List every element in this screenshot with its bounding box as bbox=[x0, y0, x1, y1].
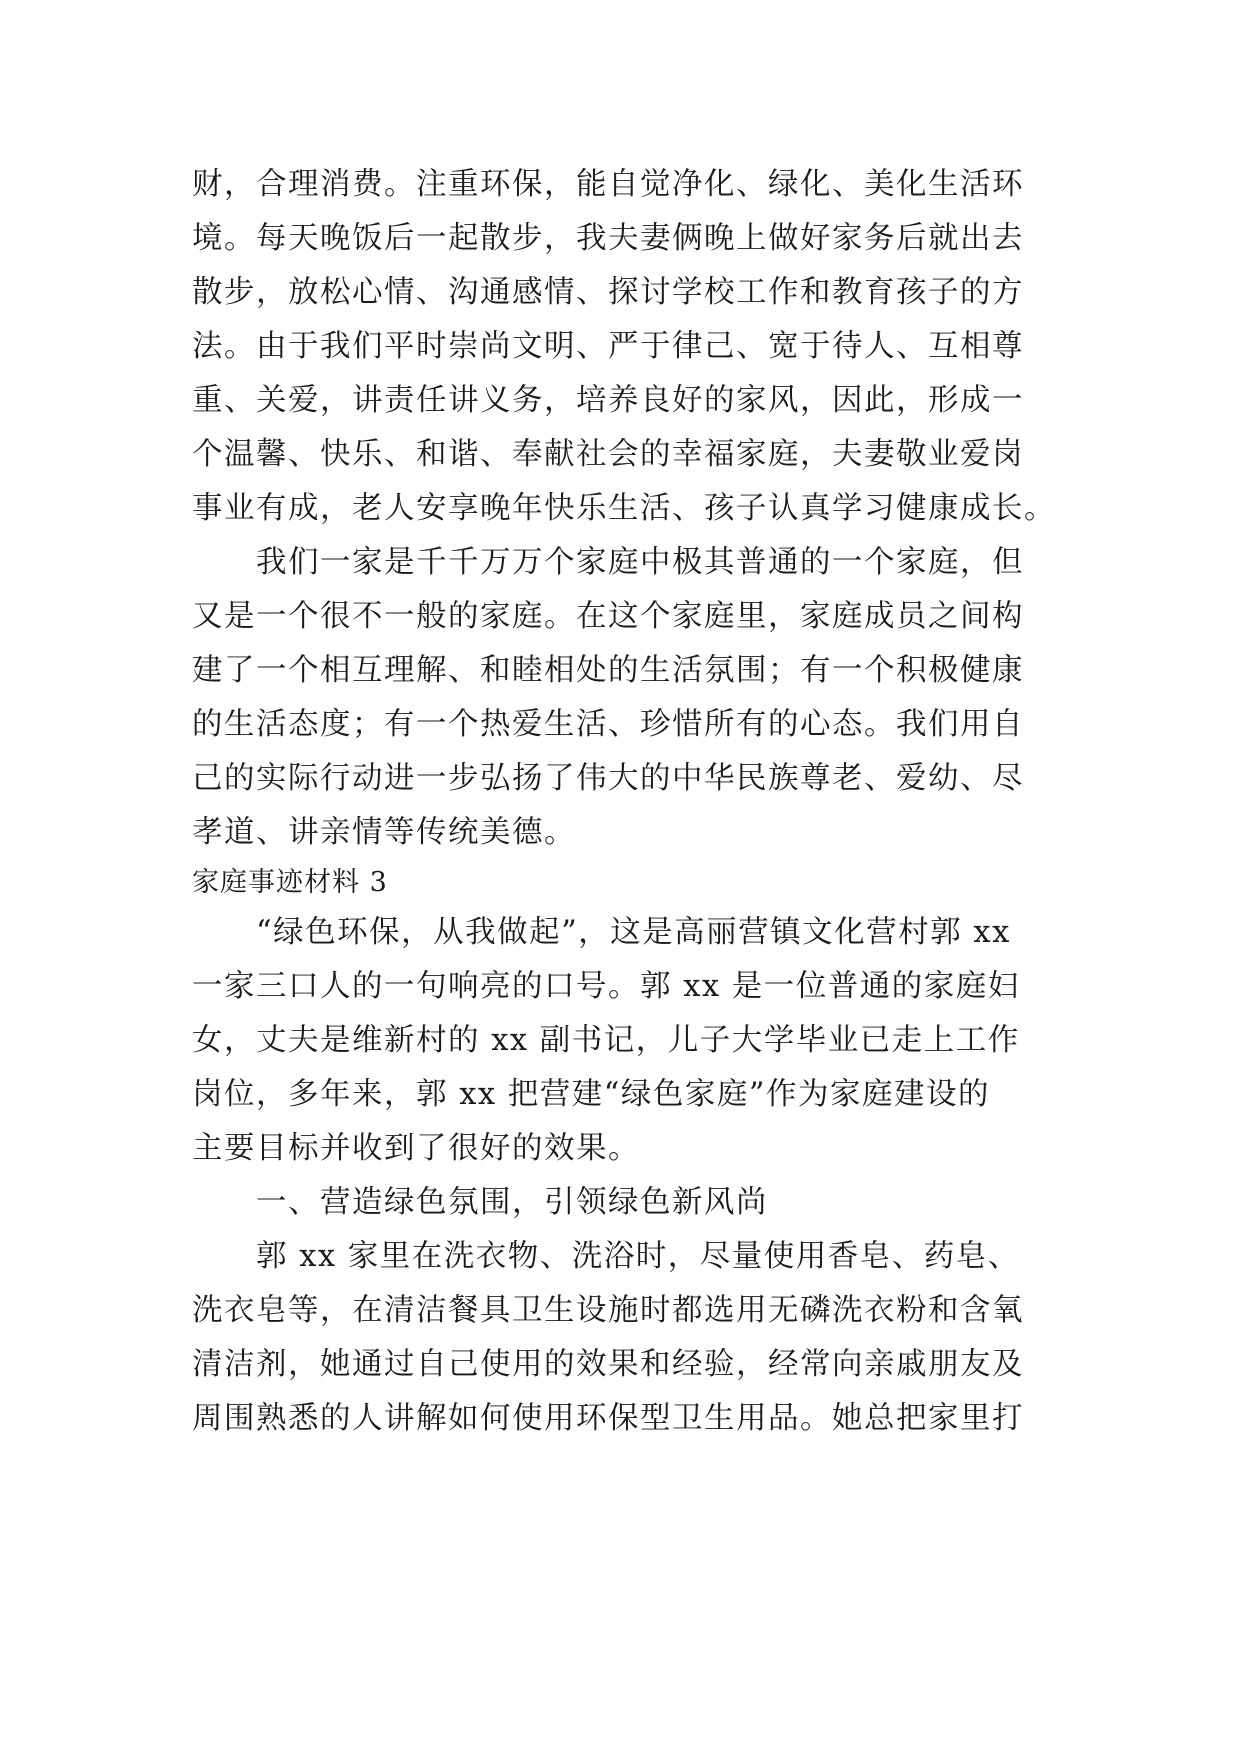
text-line: 主要目标并收到了很好的效果。 bbox=[192, 1131, 640, 1166]
text-line: 个温馨、快乐、和谐、奉献社会的幸福家庭，夫妻敬业爱岗 bbox=[192, 437, 1024, 472]
text-line: 境。每天晚饭后一起散步，我夫妻俩晚上做好家务后就出去 bbox=[192, 221, 1024, 256]
subheading: 一、营造绿色氛围，引领绿色新风尚 bbox=[256, 1185, 768, 1220]
text-line: 清洁剂，她通过自己使用的效果和经验，经常向亲戚朋友及 bbox=[192, 1347, 1024, 1382]
text-line: 洗衣皂等，在清洁餐具卫生设施时都选用无磷洗衣粉和含氧 bbox=[192, 1293, 1024, 1328]
text-line: 法。由于我们平时崇尚文明、严于律己、宽于待人、互相尊 bbox=[192, 329, 1024, 364]
text-line: 重、关爱，讲责任讲义务，培养良好的家风，因此，形成一 bbox=[192, 383, 1024, 418]
paragraph bbox=[192, 536, 1052, 860]
text-line: 财，合理消费。注重环保，能自觉净化、绿化、美化生活环 bbox=[192, 167, 1024, 202]
text-line: 散步，放松心情、沟通感情、探讨学校工作和教育孩子的方 bbox=[192, 275, 1024, 310]
text-line: 周围熟悉的人讲解如何使用环保型卫生用品。她总把家里打 bbox=[192, 1401, 1024, 1436]
paragraph bbox=[192, 158, 1056, 536]
paragraph bbox=[192, 1230, 1052, 1446]
paragraph bbox=[192, 906, 1052, 1176]
text-line: 郭 xx 家里在洗衣物、洗浴时，尽量使用香皂、药皂、 bbox=[256, 1239, 1020, 1274]
text-line: 女，丈夫是维新村的 xx 副书记，儿子大学毕业已走上工作 bbox=[192, 1023, 1020, 1058]
section-title: 家庭事迹材料 3 bbox=[192, 867, 388, 898]
text-line: “绿色环保，从我做起”，这是高丽营镇文化营村郭 xx bbox=[256, 915, 1011, 950]
text-line: 事业有成，老人安享晚年快乐生活、孩子认真学习健康成长。 bbox=[192, 491, 1056, 526]
document-body bbox=[192, 158, 1056, 1446]
text-line: 又是一个很不一般的家庭。在这个家庭里，家庭成员之间构 bbox=[192, 599, 1024, 634]
text-line: 一家三口人的一句响亮的口号。郭 xx 是一位普通的家庭妇 bbox=[192, 969, 1020, 1004]
text-line: 岗位，多年来，郭 xx 把营建“绿色家庭”作为家庭建设的 bbox=[192, 1077, 990, 1112]
text-line: 建了一个相互理解、和睦相处的生活氛围；有一个积极健康 bbox=[192, 653, 1024, 688]
text-line: 孝道、讲亲情等传统美德。 bbox=[192, 815, 576, 850]
text-line: 的生活态度；有一个热爱生活、珍惜所有的心态。我们用自 bbox=[192, 707, 1024, 742]
text-line: 己的实际行动进一步弘扬了伟大的中华民族尊老、爱幼、尽 bbox=[192, 761, 1024, 796]
text-line: 我们一家是千千万万个家庭中极其普通的一个家庭，但 bbox=[256, 545, 1024, 580]
